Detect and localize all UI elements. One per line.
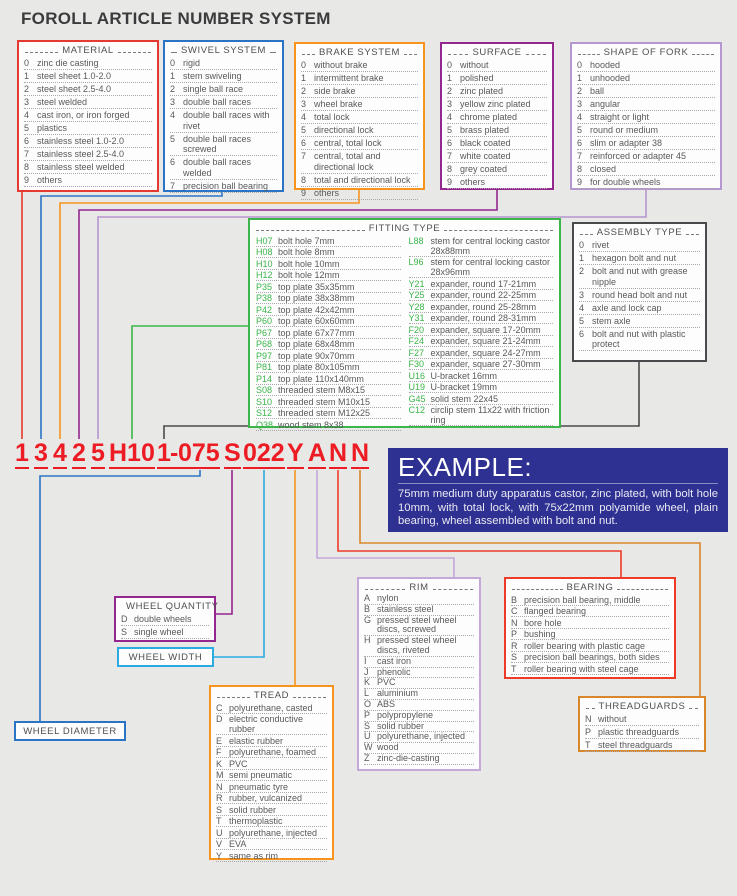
article-number-segment: Y xyxy=(287,439,304,467)
list-item: 6 stainless steel 1.0-2.0 xyxy=(24,135,152,148)
list-item: K PVC xyxy=(216,758,327,770)
list-item: 8 total and directional lock xyxy=(301,174,418,187)
article-number-segment: A xyxy=(308,439,327,467)
bearing-box xyxy=(504,577,676,679)
list-item: C12 circlip stem 11x22 with friction ring xyxy=(409,405,554,427)
list-item: 0 without brake xyxy=(301,59,418,72)
list-item: 0 rigid xyxy=(170,57,277,70)
list-item: 3 round head bolt and nut xyxy=(579,289,700,302)
list-item: R rubber, vulcanized xyxy=(216,793,327,805)
list-item: T thermoplastic xyxy=(216,816,327,828)
surface-box xyxy=(440,42,554,190)
list-item: 6 double ball races welded xyxy=(170,156,277,180)
material-box xyxy=(17,40,159,192)
list-item: T steel threadguards xyxy=(585,739,699,752)
list-item: 1 unhooded xyxy=(577,72,715,85)
list-item: T roller bearing with steel cage xyxy=(511,663,669,675)
list-item: H08 bolt hole 8mm xyxy=(256,247,401,259)
article-number-segment: 1 xyxy=(15,439,29,467)
fitting-type-box-title: FITTING TYPE xyxy=(250,220,559,235)
article-number-segment: 022 xyxy=(243,439,285,467)
tread-box xyxy=(209,685,334,860)
swivel-system-box xyxy=(163,40,284,192)
list-item: A nylon xyxy=(364,594,474,605)
article-number-segment: 1 xyxy=(157,439,171,467)
brake-system-box-title: BRAKE SYSTEM xyxy=(296,44,423,59)
list-item: 2 single ball race xyxy=(170,83,277,96)
assembly-type-box xyxy=(572,222,707,362)
list-item: Q38 wood stem 8x38 xyxy=(256,419,401,431)
list-item: Y28 expander, round 25-28mm xyxy=(409,301,554,313)
list-item: 2 side brake xyxy=(301,85,418,98)
list-item: 3 double ball races xyxy=(170,96,277,109)
article-number-segment: N xyxy=(351,439,370,467)
surface-box-title: SURFACE xyxy=(442,44,552,59)
list-item: P14 top plate 110x140mm xyxy=(256,373,401,385)
list-item: 3 yellow zinc plated xyxy=(447,98,547,111)
list-item: Y same as rim xyxy=(216,850,327,862)
list-item: 7 precision ball bearing xyxy=(170,180,277,193)
list-item: 5 round or medium xyxy=(577,124,715,137)
list-item: P polypropylene xyxy=(364,711,474,722)
shape-of-fork-box xyxy=(570,42,722,190)
list-item: 3 wheel brake xyxy=(301,98,418,111)
list-item: 4 cast iron, or iron forged xyxy=(24,109,152,122)
list-item: S solid rubber xyxy=(216,804,327,816)
list-item: 0 zinc die casting xyxy=(24,57,152,70)
list-item: 4 axle and lock cap xyxy=(579,302,700,315)
list-item: 3 angular xyxy=(577,98,715,111)
list-item: 2 steel sheet 2.5-4.0 xyxy=(24,83,152,96)
list-item: 7 central, total and directional lock xyxy=(301,150,418,174)
list-item: L88 stem for central locking castor 28x88mm xyxy=(409,235,554,257)
list-item: 8 closed xyxy=(577,163,715,176)
article-number-segment: 2 xyxy=(72,439,86,467)
bearing-box-title: BEARING xyxy=(506,579,674,594)
list-item: 1 polished xyxy=(447,72,547,85)
list-item: 1 hexagon bolt and nut xyxy=(579,252,700,265)
list-item: N bore hole xyxy=(511,617,669,629)
list-item: 8 stainless steel welded xyxy=(24,161,152,174)
list-item: 6 central, total lock xyxy=(301,137,418,150)
list-item: Y25 expander, round 22-25mm xyxy=(409,290,554,302)
list-item: P67 top plate 67x77mm xyxy=(256,327,401,339)
list-item: P42 top plate 42x42mm xyxy=(256,304,401,316)
list-item: D electric conductive rubber xyxy=(216,714,327,736)
list-item: U polyurethane, injected xyxy=(364,732,474,743)
article-number-segment: 4 xyxy=(53,439,67,467)
list-item: 4 double ball races with rivet xyxy=(170,109,277,133)
list-item: 9 for double wheels xyxy=(577,176,715,189)
list-item: R roller bearing with plastic cage xyxy=(511,640,669,652)
list-item: S solid rubber xyxy=(364,722,474,733)
list-item: 7 reinforced or adapter 45 xyxy=(577,150,715,163)
list-item: 0 rivet xyxy=(579,239,700,252)
fitting-type-left-column xyxy=(256,235,401,431)
threadguards-box xyxy=(578,696,706,752)
article-number-segment: 5 xyxy=(91,439,105,467)
list-item: N without xyxy=(585,713,699,726)
list-item: 6 bolt and nut with plastic protect xyxy=(579,328,700,352)
list-item: Z zinc-die-casting xyxy=(364,754,474,765)
list-item: B stainless steel xyxy=(364,605,474,616)
list-item: 7 white coated xyxy=(447,150,547,163)
list-item: N pneumatic tyre xyxy=(216,781,327,793)
list-item: P97 top plate 90x70mm xyxy=(256,350,401,362)
list-item: 5 stem axle xyxy=(579,315,700,328)
list-item: 2 ball xyxy=(577,85,715,98)
list-item: S10 threaded stem M10x15 xyxy=(256,396,401,408)
list-item: H pressed steel wheel discs, riveted xyxy=(364,636,474,657)
list-item: 9 others xyxy=(301,187,418,200)
list-item: 7 stainless steel 2.5-4.0 xyxy=(24,148,152,161)
list-item: 1 stem swiveling xyxy=(170,70,277,83)
list-item: D double wheels xyxy=(121,613,209,626)
list-item: K PVC xyxy=(364,678,474,689)
list-item: H07 bolt hole 7mm xyxy=(256,235,401,247)
fitting-type-right-column xyxy=(409,235,554,431)
list-item: 4 total lock xyxy=(301,111,418,124)
list-item: M semi pneumatic xyxy=(216,770,327,782)
article-number-segment: - xyxy=(170,439,179,467)
brake-system-box xyxy=(294,42,425,198)
example-title: EXAMPLE: xyxy=(398,452,533,482)
article-number-segment: 3 xyxy=(34,439,48,467)
threadguards-box-title: THREADGUARDS xyxy=(580,698,704,713)
list-item: J phenolic xyxy=(364,668,474,679)
page-title: FOROLL ARTICLE NUMBER SYSTEM xyxy=(21,9,331,28)
list-item: P68 top plate 68x48mm xyxy=(256,339,401,351)
list-item: U polyurethane, injected xyxy=(216,827,327,839)
connector-wheel-quantity xyxy=(216,470,232,614)
list-item: 5 plastics xyxy=(24,122,152,135)
list-item: L aluminium xyxy=(364,689,474,700)
list-item: 2 zinc plated xyxy=(447,85,547,98)
list-item: 6 black coated xyxy=(447,137,547,150)
list-item: C polyurethane, casted xyxy=(216,702,327,714)
list-item: S12 threaded stem M12x25 xyxy=(256,408,401,420)
list-item: H12 bolt hole 12mm xyxy=(256,270,401,282)
list-item: B precision ball bearing, middle xyxy=(511,594,669,606)
assembly-type-box-title: ASSEMBLY TYPE xyxy=(574,224,705,239)
wheel-diameter-box: WHEEL DIAMETER xyxy=(14,721,126,741)
list-item: 0 hooded xyxy=(577,59,715,72)
list-item: Y21 expander, round 17-21mm xyxy=(409,278,554,290)
list-item: G pressed steel wheel discs, screwed xyxy=(364,616,474,637)
connector-swivel xyxy=(41,192,222,439)
list-item: 9 others xyxy=(24,174,152,187)
list-item: W wood xyxy=(364,743,474,754)
tread-box-title: TREAD xyxy=(211,687,332,702)
list-item: S single wheel xyxy=(121,626,209,639)
article-number-segment: N xyxy=(329,439,348,467)
list-item: P60 top plate 60x60mm xyxy=(256,316,401,328)
list-item: 0 without xyxy=(447,59,547,72)
list-item: F30 expander, square 27-30mm xyxy=(409,359,554,371)
list-item: 4 straight or light xyxy=(577,111,715,124)
list-item: 5 double ball races screwed xyxy=(170,133,277,157)
example-divider xyxy=(398,483,718,484)
list-item: G45 solid stem 22x45 xyxy=(409,393,554,405)
wheel-quantity-box-title: WHEEL QUANTITY xyxy=(116,598,214,613)
list-item: 5 brass plated xyxy=(447,124,547,137)
list-item: P bushing xyxy=(511,629,669,641)
list-item: F27 expander, square 24-27mm xyxy=(409,347,554,359)
list-item: P81 top plate 80x105mm xyxy=(256,362,401,374)
fitting-type-box xyxy=(248,218,561,428)
example-body: 75mm medium duty apparatus castor, zinc plated, with bolt hole 10mm, with total lock, with 75x22mm polyamide wheel, plain bearing, wheel assembled with bolt and nut. xyxy=(398,488,718,527)
list-item: Y31 expander, round 28-31mm xyxy=(409,313,554,325)
wheel-quantity-box xyxy=(114,596,219,642)
list-item: V EVA xyxy=(216,839,327,851)
article-number-segment: 075 xyxy=(178,439,220,467)
list-item: S precision ball bearings, both sides xyxy=(511,652,669,664)
list-item: H10 bolt hole 10mm xyxy=(256,258,401,270)
list-item: 4 chrome plated xyxy=(447,111,547,124)
connector-wheel-width xyxy=(214,470,264,657)
list-item: 2 bolt and nut with grease nipple xyxy=(579,265,700,289)
list-item: 1 intermittent brake xyxy=(301,72,418,85)
shape-of-fork-box-title: SHAPE OF FORK xyxy=(572,44,720,59)
list-item: L96 stem for central locking castor 28x96mm xyxy=(409,257,554,279)
list-item: P35 top plate 35x35mm xyxy=(256,281,401,293)
list-item: P plastic threadguards xyxy=(585,726,699,739)
list-item: 3 steel welded xyxy=(24,96,152,109)
list-item: 1 steel sheet 1.0-2.0 xyxy=(24,70,152,83)
example-panel xyxy=(388,448,728,532)
list-item: C flanged bearing xyxy=(511,606,669,618)
list-item: U16 U-bracket 16mm xyxy=(409,370,554,382)
list-item: F polyurethane, foamed xyxy=(216,747,327,759)
list-item: 6 slim or adapter 38 xyxy=(577,137,715,150)
list-item: F24 expander, square 21-24mm xyxy=(409,336,554,348)
wheel-width-box: WHEEL WIDTH xyxy=(117,647,214,667)
list-item: 5 directional lock xyxy=(301,124,418,137)
list-item: P38 top plate 38x38mm xyxy=(256,293,401,305)
rim-box xyxy=(357,577,481,771)
article-number-segment: H10 xyxy=(109,439,155,467)
swivel-system-box-title: SWIVEL SYSTEM xyxy=(165,42,282,57)
article-number-segment: S xyxy=(224,439,241,467)
list-item: S08 threaded stem M8x15 xyxy=(256,385,401,397)
list-item: 9 others xyxy=(447,176,547,189)
list-item: E elastic rubber xyxy=(216,735,327,747)
list-item: U19 U-bracket 19mm xyxy=(409,382,554,394)
list-item: 8 grey coated xyxy=(447,163,547,176)
list-item: O ABS xyxy=(364,700,474,711)
material-box-title: MATERIAL xyxy=(19,42,157,57)
list-item: I cast iron xyxy=(364,657,474,668)
rim-box-title: RIM xyxy=(359,579,479,594)
list-item: F20 expander, square 17-20mm xyxy=(409,324,554,336)
connector-fitting xyxy=(132,326,248,439)
